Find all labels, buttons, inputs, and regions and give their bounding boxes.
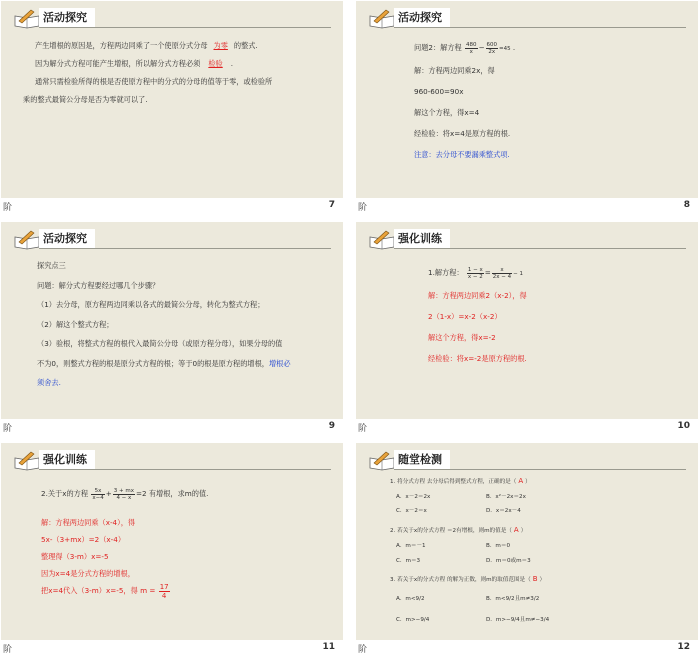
slide-header (368, 8, 686, 28)
slide-number: 12 (677, 642, 690, 652)
slide-body: 产生增根的原因是，方程两边同乘了一个使原分式分母 为零 的整式. 因为解分式方程可能产生增根，所以解分式方程必须 检验 . 通常只需检验所得的根是否使原方程中的分式的分母的值等于零，或检验所 乘的整式最简公分母是否为零就可以了. (23, 41, 273, 104)
slide-number: 10 (677, 421, 690, 431)
slide-footer: 阶 12 (356, 640, 698, 657)
slide-title: 活动探究 (39, 8, 95, 27)
header-divider (39, 248, 331, 249)
slide-thumbnail-11[interactable] (1, 443, 343, 657)
slide-title: 活动探究 (394, 8, 450, 27)
slide-footer: 阶 11 (1, 640, 343, 657)
slide-footer: 阶 7 (1, 198, 343, 215)
header-divider (394, 469, 686, 470)
notebook-pen-icon (13, 450, 41, 472)
q3-option-d: D．m>−9/4且m≠−3/4 (486, 617, 550, 623)
q3-option-c: C．m>−9/4 (396, 617, 430, 623)
slide-number: 9 (328, 421, 335, 431)
slide-title: 强化训练 (39, 450, 95, 469)
q2-option-a: A．m＝－1 (396, 543, 426, 549)
notebook-pen-icon (13, 8, 41, 30)
header-divider (39, 27, 331, 28)
slide-thumbnail-12[interactable] (356, 443, 698, 657)
slide-header (13, 8, 331, 28)
question-2: 2. 若关于x的分式方程 ＝2有增根，则m的值是（ A ） (390, 526, 527, 534)
q1-option-c: C．x－2＝x (396, 508, 427, 514)
q1-option-d: D．x＝2x－4 (486, 508, 521, 514)
slide-number: 11 (322, 642, 335, 652)
slide-header (368, 229, 686, 249)
slide-number: 7 (328, 200, 335, 210)
slide-footer: 阶 10 (356, 419, 698, 436)
notebook-pen-icon (368, 229, 396, 251)
question-1: 1. 将分式方程 去分母后得到整式方程，正确的是（ A ） (390, 477, 531, 485)
slide-body: 探究点三 问题：解分式方程要经过哪几个步骤？ （1）去分母，原方程两边同乘以各式的最简公分母，转化为整式方程； （2）解这个整式方程； （3）验根，将整式方程的根代入最简公分母（或原方程分母），如果分母的值 不为0，则整式方程的根是原分式方程的根；等于0的根是原方程的增根，增根必 须舍去. (37, 261, 291, 387)
header-divider (394, 27, 686, 28)
slide-footer: 阶 9 (1, 419, 343, 436)
header-divider (39, 469, 331, 470)
header-divider (394, 248, 686, 249)
answer-blank: 检验 (208, 59, 223, 68)
slide-title: 随堂检测 (394, 450, 450, 469)
slide-number: 8 (683, 200, 690, 210)
notebook-pen-icon (368, 450, 396, 472)
slide-thumbnail-8[interactable] (356, 1, 698, 215)
q1-option-a: A．x－2＝2x (396, 494, 431, 500)
slide-title: 强化训练 (394, 229, 450, 248)
slide-body: 1.解方程： $\frac{1 - x}{x - 2}$ = $\frac{x}{2x - 4}$ − 1 解：方程两边同乘2（x-2），得 2（1-x）=x-2（x-2） 解这个方程，得x=-2 经检验：将x=-2是原方程的根. (428, 266, 527, 363)
q2-option-c: C．m＝3 (396, 558, 421, 564)
notebook-pen-icon (13, 229, 41, 251)
slide-header (13, 450, 331, 470)
q2-option-d: D．m＝0或m＝3 (486, 558, 531, 564)
question-3: 3. 若关于x的分式方程 的解为正数，则m的取值范围是（ B ） (390, 575, 546, 583)
slide-body: 2.关于x的方程 $\frac{5x}{x-4}$ + $\frac{3 + mx}{4 - x}$ =2 有增根，求m的值. 解：方程两边同乘（x-4），得 5x-（3+mx）=2（x-4） 整理得（3-m）x=-5 因为x=4是分式方程的增根， 把x=4代入（3-m）x=-5，得 m = $\frac{17}{4}$ (41, 487, 209, 600)
notebook-pen-icon (368, 8, 396, 30)
slide-title: 活动探究 (39, 229, 95, 248)
q3-option-a: A．m<9/2 (396, 596, 425, 602)
slide-body: 问题2：解方程 $\frac{480}{x}$ − $\frac{600}{2x}$ =45 . 解：方程两边同乘2x，得 960-600=90x 解这个方程，得x=4 经检验：将x=4是原方程的根. 注意：去分母不要漏乘整式项. (414, 37, 684, 165)
slide-thumbnail-9[interactable] (1, 222, 343, 436)
slide-thumbnail-10[interactable] (356, 222, 698, 436)
slide-header (13, 229, 331, 249)
slide-thumbnail-7[interactable] (1, 1, 343, 215)
note-text: 注意：去分母不要漏乘整式项. (414, 150, 510, 159)
q1-option-b: B．x²－2x＝2x (486, 494, 526, 500)
slide-header (368, 450, 686, 470)
answer-blank: 为零 (213, 41, 228, 50)
slide-footer: 阶 8 (356, 198, 698, 215)
q2-option-b: B．m＝0 (486, 543, 511, 549)
q3-option-b: B．m<9/2且m≠3/2 (486, 596, 540, 602)
